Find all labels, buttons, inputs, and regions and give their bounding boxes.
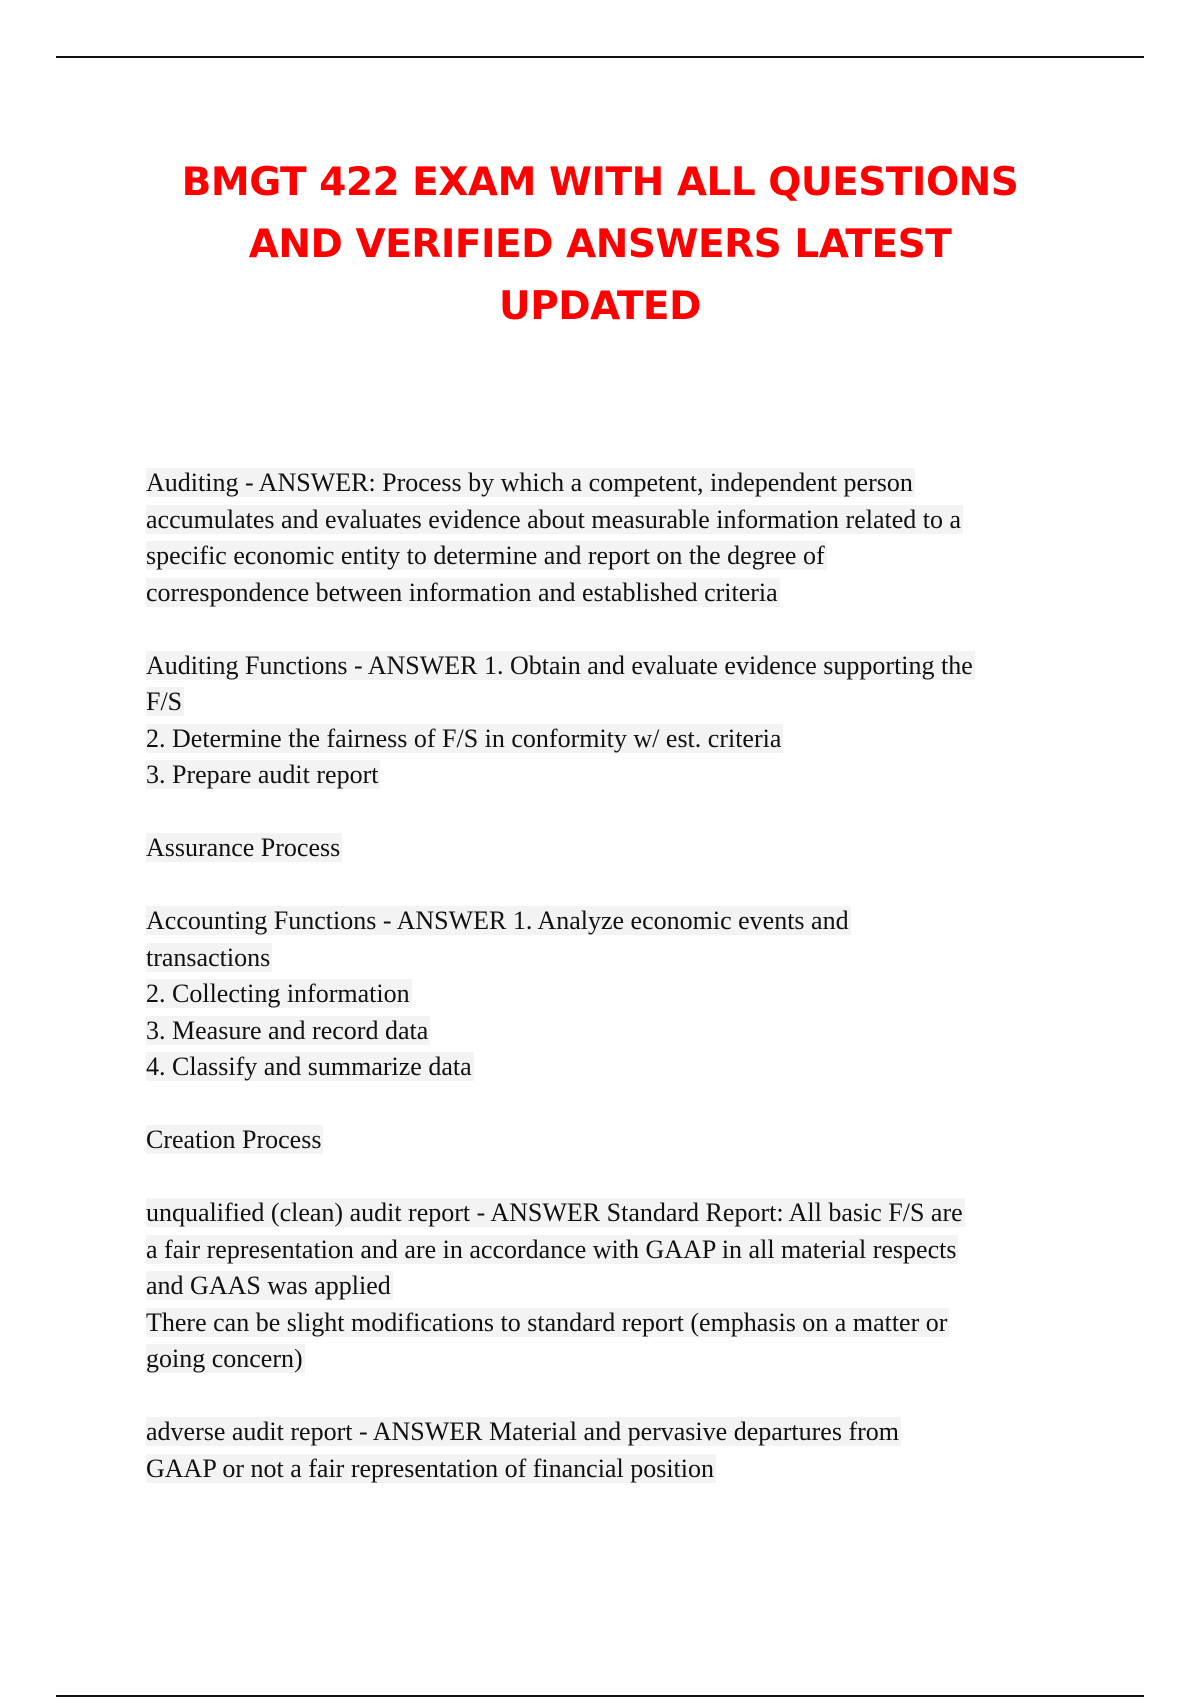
entry-auditing-functions	[146, 648, 1076, 794]
entry-line: 4. Classify and summarize data	[146, 1052, 472, 1081]
entry-line: 3. Measure and record data	[146, 1015, 429, 1045]
entry-auditing	[146, 465, 1076, 611]
entry-line: going concern)	[146, 1344, 303, 1373]
title-line-1: BMGT 422 EXAM WITH ALL QUESTIONS	[181, 160, 1019, 205]
entry-line: and GAAS was applied	[146, 1271, 391, 1300]
entry-line: Auditing Functions - ANSWER 1. Obtain and evaluate evidence supporting the	[146, 650, 973, 680]
entry-assurance-process	[146, 830, 1076, 867]
entry-line: specific economic entity to determine and report on the degree of	[146, 541, 825, 570]
entry-line: Creation Process	[146, 1125, 322, 1154]
entry-line: Auditing - ANSWER: Process by which a competent, independent person	[146, 468, 913, 497]
entry-adverse-report	[146, 1414, 1076, 1487]
entry-line: adverse audit report - ANSWER Material and pervasive departures from	[146, 1417, 900, 1446]
title-line-2: AND VERIFIED ANSWERS LATEST	[248, 222, 952, 267]
entry-line: GAAP or not a fair representation of financial position	[146, 1453, 714, 1483]
entry-line: accumulates and evaluates evidence about measurable information related to a	[146, 504, 962, 534]
entry-line: Accounting Functions - ANSWER 1. Analyze economic events and	[146, 906, 849, 935]
entry-creation-process	[146, 1122, 1076, 1159]
entry-line: correspondence between information and established criteria	[146, 577, 778, 607]
entry-line: unqualified (clean) audit report - ANSWER Standard Report: All basic F/S are	[146, 1198, 963, 1227]
entry-line: a fair representation and are in accordance with GAAP in all material respects	[146, 1234, 957, 1264]
entry-accounting-functions	[146, 903, 1076, 1086]
entry-line: There can be slight modifications to standard report (emphasis on a matter or	[146, 1307, 948, 1337]
title-line-3: UPDATED	[499, 284, 701, 329]
entry-line: 3. Prepare audit report	[146, 760, 379, 789]
entry-unqualified-report	[146, 1195, 1076, 1378]
document-title	[150, 152, 1050, 338]
entry-line: 2. Determine the fairness of F/S in conformity w/ est. criteria	[146, 723, 782, 753]
bottom-rule	[56, 1695, 1144, 1697]
top-rule	[56, 56, 1144, 58]
document-body	[146, 465, 1076, 1524]
entry-line: 2. Collecting information	[146, 979, 410, 1008]
entry-line: F/S	[146, 687, 183, 716]
entry-line: transactions	[146, 942, 271, 972]
entry-line: Assurance Process	[146, 833, 341, 862]
